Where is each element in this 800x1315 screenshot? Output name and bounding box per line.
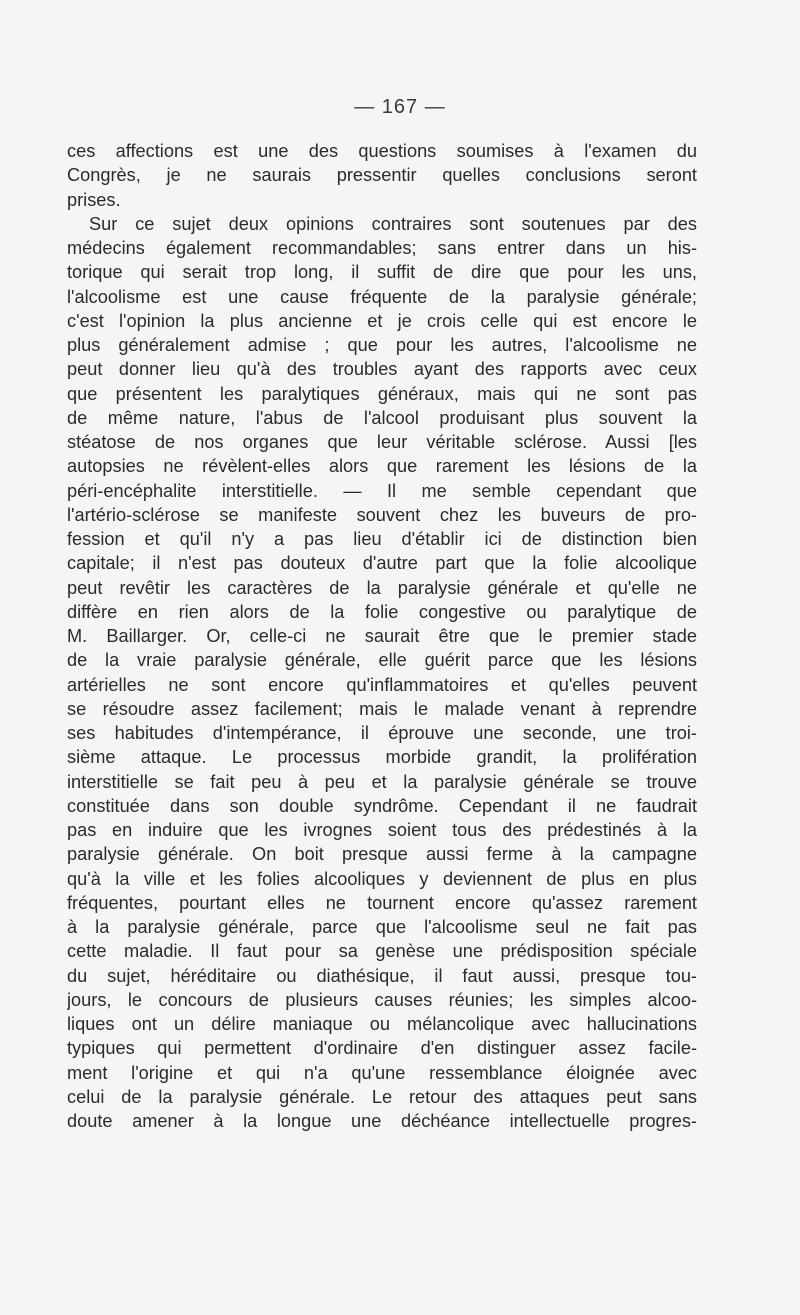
text-line: prises.: [67, 189, 121, 210]
text-line: M. Baillarger. Or, celle-ci ne saurait être que le premier stade: [67, 626, 697, 646]
text-line: médecins également recommandables; sans entrer dans un his-: [67, 238, 697, 258]
text-line: typiques qui permettent d'ordinaire d'en distinguer assez facile-: [67, 1038, 697, 1059]
text-line: plus généralement admise ; que pour les autres, l'alcoolisme ne: [67, 335, 697, 355]
text-line: artérielles ne sont encore qu'inflammatoires et qu'elles peuvent: [67, 674, 697, 695]
text-line: liques ont un délire maniaque ou mélancolique avec hallucinations: [67, 1014, 697, 1034]
text-line: doute amener à la longue une déchéance intellectuelle progres-: [67, 1111, 697, 1131]
text-line: ses habitudes d'intempérance, il éprouve une seconde, une troi-: [67, 723, 697, 743]
text-line: du sujet, héréditaire ou diathésique, il faut aussi, presque tou-: [67, 965, 697, 986]
text-line: diffère en rien alors de la folie congestive ou paralytique de: [67, 601, 697, 622]
text-line: sième attaque. Le processus morbide grandit, la prolifération: [67, 747, 697, 768]
text-line: de même nature, l'abus de l'alcool produisant plus souvent la: [67, 407, 697, 428]
text-line: l'alcoolisme est une cause fréquente de la paralysie générale;: [67, 286, 697, 307]
text-line: capitale; il n'est pas douteux d'autre part que la folie alcoolique: [67, 553, 697, 574]
text-line: se résoudre assez facilement; mais le malade venant à reprendre: [67, 698, 697, 719]
text-line: celui de la paralysie générale. Le retour des attaques peut sans: [67, 1086, 697, 1107]
text-line: ment l'origine et qui n'a qu'une ressemblance éloignée avec: [67, 1062, 697, 1083]
text-line: constituée dans son double syndrôme. Cependant il ne faudrait: [67, 795, 697, 816]
text-line: fréquentes, pourtant elles ne tournent encore qu'assez rarement: [67, 892, 697, 913]
text-line: paralysie générale. On boit presque aussi ferme à la campagne: [67, 844, 697, 865]
text-line: peut donner lieu qu'à des troubles ayant des rapports avec ceux: [67, 359, 697, 380]
text-line: l'artério-sclérose se manifeste souvent chez les buveurs de pro-: [67, 504, 697, 525]
text-line: c'est l'opinion la plus ancienne et je crois celle qui est encore le: [67, 310, 697, 331]
text-line: pas en induire que les ivrognes soient tous des prédestinés à la: [67, 820, 697, 840]
text-line: que présentent les paralytiques généraux, mais qui ne sont pas: [67, 383, 697, 404]
text-line: stéatose de nos organes que leur véritable sclérose. Aussi [les: [67, 432, 697, 452]
page-number: — 167 —: [354, 96, 446, 118]
text-line: à la paralysie générale, parce que l'alcoolisme seul ne fait pas: [67, 917, 697, 937]
text-line: péri-encéphalite interstitielle. — Il me semble cependant que: [67, 480, 697, 501]
text-line: Congrès, je ne saurais pressentir quelles conclusions seront: [67, 165, 697, 186]
text-line: interstitielle se fait peu à peu et la paralysie générale se trouve: [67, 771, 697, 792]
text-line: peut revêtir les caractères de la paralysie générale et qu'elle ne: [67, 577, 697, 598]
text-line: autopsies ne révèlent-elles alors que rarement les lésions de la: [67, 456, 697, 477]
text-line: de la vraie paralysie générale, elle guérit parce que les lésions: [67, 650, 697, 671]
text-line: qu'à la ville et les folies alcooliques y deviennent de plus en plus: [67, 868, 697, 889]
text-line: Sur ce sujet deux opinions contraires sont soutenues par des: [89, 213, 697, 234]
text-line: jours, le concours de plusieurs causes réunies; les simples alcoo-: [67, 989, 697, 1010]
text-line: cette maladie. Il faut pour sa genèse une prédisposition spéciale: [67, 941, 697, 962]
text-line: fession et qu'il n'y a pas lieu d'établir ici de distinction bien: [67, 529, 697, 549]
text-line: ces affections est une des questions soumises à l'examen du: [67, 141, 697, 161]
body-text: [67, 139, 697, 1133]
text-line: torique qui serait trop long, il suffit de dire que pour les uns,: [67, 262, 697, 283]
